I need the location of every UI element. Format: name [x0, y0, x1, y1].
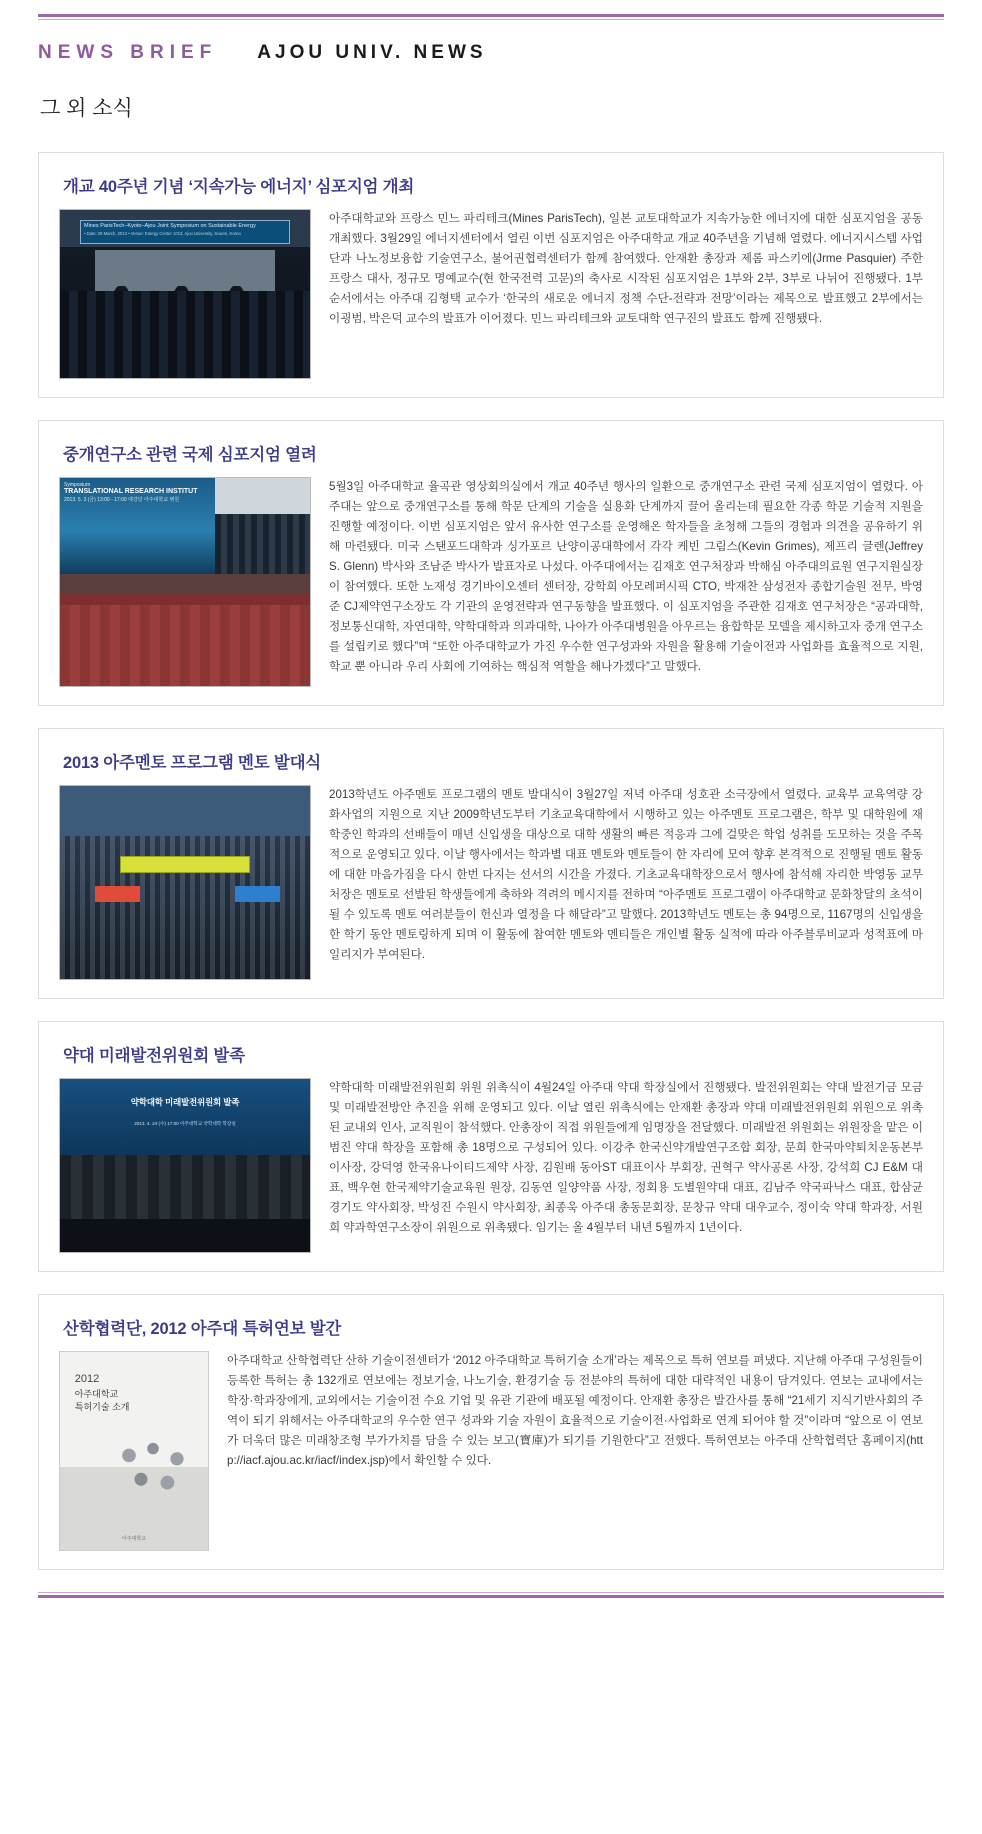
article-title: 중개연구소 관련 국제 심포지엄 열려	[63, 446, 317, 465]
pharmacy-committee-photo	[59, 1078, 311, 1253]
photo-caption-title: TRANSLATIONAL RESEARCH INSTITUT	[64, 488, 198, 496]
book-cover-year: 2012	[74, 1372, 100, 1385]
masthead-news-brief: NEWS BRIEF	[38, 42, 218, 63]
article-body: 아주대학교와 프랑스 민느 파리테크(Mines ParisTech), 일본 교토대학교가 지속가능한 에너지에 대한 심포지엄을 공동개최했다. 3월29일 에너지센터에서 열린 이번 심포지엄은 아주대학교 개교 40주년을 기념해 열렸다. 에너지시스템 사업단과 나노정보융합 기술연구소, 불어권협력센터가 함께 참여했다. 안재환 총장과 제롬 파스키에(Jrme Pasquier) 주한 프랑스 대사, 정규모 명예교수(현 한국전력 고문)의 축사로 시작된 심포지엄은 1부와 2부, 3부로 나뉘어 진행됐다. 1부 순서에서는 아주대 김형택 교수가 ‘한국의 새로운 에너지 정책 수단-전략과 전망’이라는 제목으로 발표했고 2부에서는 이굉범, 박은덕 교수의 발표가 이어졌다. 민느 파리테크와 교토대학 연구진의 발표도 함께 진행됐다.	[329, 212, 923, 325]
page-title: 그 외 소식	[40, 97, 133, 121]
photo-caption-symposium: Symposium	[64, 482, 91, 489]
article-card	[38, 152, 944, 398]
patent-book-cover	[59, 1351, 209, 1551]
newsletter-page	[0, 14, 982, 1630]
mentor-group-photo	[59, 785, 311, 980]
photo-caption-datetime: 2013. 4. 24 (수) 17:00 아주대학교 약학대학 학장실	[134, 1120, 236, 1126]
book-cover-line1: 아주대학교	[74, 1388, 119, 1399]
article-body: 약학대학 미래발전위원회 위원 위촉식이 4월24일 아주대 약대 학장실에서 진행됐다. 발전위원회는 약대 발전기금 모금 및 미래발전방안 추진을 위해 운영되고 있다. 이날 열린 위촉식에는 안재환 총장과 약대 미래발전위원회 위원으로 위촉된 교내외 인사, 교직원이 참석했다. 안총장이 직접 위원들에게 임명장을 전달했다. 미래발전 위원회는 위원장을 맡은 이범진 약대 학장을 포함해 총 18명으로 구성되어 있다. 이강추 한국신약개발연구조합 회장, 문희 한국마약퇴치운동본부 이사장, 강덕영 한국유나이티드제약 사장, 김원배 동아ST 대표이사 부회장, 권혁구 약사공론 사장, 강석희 CJ E&M 대표, 백우현 한국제약기술교육원 원장, 김동연 일양약품 사장, 정회용 도별원약대 대표, 김남주 약국파낙스 대표, 합삼균 경기도 약사회장, 박성진 수원시 약사회장, 최종욱 아주대 총동문회장, 문창규 약대 대우교수, 정이숙 약대 학과장, 서원희 약과학연구소장이 위원으로 위촉됐다. 임기는 올 4월부터 내년 5월까지 1년이다.	[329, 1081, 923, 1234]
article-body: 2013학년도 아주멘토 프로그램의 멘토 발대식이 3월27일 저녁 아주대 성호관 소극장에서 열렸다. 교육부 교육역량 강화사업의 지원으로 지난 2009학년도부터 기초교육대학에서 시행하고 있는 아주멘토 프로그램은, 학부 및 대학원에 재학중인 학과의 선배들이 매년 신입생을 대상으로 대학 생활의 빠른 적응과 그에 걸맞은 학업 성취를 도모하는 것을 주목적으로 운영되고 있다. 이날 행사에서는 학과별 대표 멘토와 멘토들이 한 자리에 모여 향후 본격적으로 진행될 멘토 활동에 대한 마음가짐을 다시 한번 다지는 선서의 시간을 가졌다. 기초교육대학장으로서 행사에 참석해 자리한 박영동 교무처장은 멘토로 선발된 학생들에게 축하와 격려의 메시지를 전하며 “아주멘토 프로그램이 아주대학교 문화창달의 초석이 될 수 있도록 멘토 여러분들이 헌신과 열정을 다 해달라”고 말했다. 2013학년도 멘토는 총 94명으로, 1167명의 신입생을 한 학기 동안 멘토링하게 되며 이 활동에 참여한 멘토와 멘티들은 개인별 활동 실적에 따라 아주블루비교과 성적표에 마일리지가 부여된다.	[329, 788, 923, 961]
photo-caption-title: 약학대학 미래발전위원회 발족	[130, 1097, 240, 1108]
masthead-univ-news: AJOU UNIV. NEWS	[257, 42, 487, 63]
masthead	[0, 20, 982, 64]
article-body: 아주대학교 산학협력단 산하 기술이전센터가 ‘2012 아주대학교 특허기술 소개’라는 제목으로 특허 연보를 펴냈다. 지난해 아주대 구성원들이 등록한 특허는 총 132개로 연보에는 정보기술, 나노기술, 환경기술 등 전분야의 특허에 대한 대략적인 내용이 담겨있다. 연보는 교내에서는 학장·학과장에게, 교외에서는 기술이전 수요 기업 및 유관 기관에 배포될 예정이다. 안재환 총장은 발간사를 통해 “21세기 지식기반사회의 주역이 되기 위해서는 아주대학교의 우수한 연구 성과와 기술 자원이 효율적으로 기술이전·사업화로 연계 되어야 할 것”이라며 “앞으로 이 연보가 더욱더 많은 미래창조형 부가가치를 담을 수 있는 보고(寶庫)가 되기를 기원한다”고 전했다. 특허연보는 아주대 산학협력단 홈페이지(http://iacf.ajou.ac.kr/iacf/index.jsp)에서 확인할 수 있다.	[227, 1354, 923, 1467]
photo-caption-line1: Mines ParisTech–Kyoto–Ajou Joint Symposium on Sustainable Energy	[84, 223, 256, 230]
book-cover-logo: 아주대학교	[121, 1536, 147, 1543]
translational-research-photo	[59, 477, 311, 687]
article-body: 5월3일 아주대학교 율곡관 영상회의실에서 개교 40주년 행사의 일환으로 중개연구소 관련 국제 심포지엄이 열렸다. 아주대는 앞으로 중개연구소를 통해 학문 단계의 기술을 실용화 단계까지 끌어 올리는데 필요한 각종 학문 기술적 지원을 진행할 예정이다. 이번 심포지엄은 앞서 유사한 연구소를 운영해온 학자들을 초청해 그들의 경험과 의견을 공유하기 위해 마련됐다. 미국 스탠포드대학과 싱가포르 난양이공대학에서 각각 케빈 그림스(Kevin Grimes), 제프리 글렌(Jeffrey S. Glenn) 박사와 조남준 박사가 발표자로 나섰다. 아주대에서는 김재호 연구처장과 박해심 아주대의료원 연구지원실장이 참여했다. 또한 노재성 경기바이오센터 센터장, 강학희 아모레퍼시픽 CTO, 박재찬 삼성전자 종합기술원 전무, 박영준 CJ제약연구소장도 각 기관의 운영전략과 연구동향을 발표했다. 이 심포지엄을 주관한 김재호 연구처장은 “공과대학, 정보통신대학, 자연대학, 약학대학과 의과대학, 나아가 아주대병원을 아우르는 융합학문 모델을 제시하고자 중개 연구소를 설립키로 했다”며 “또한 아주대학교가 가진 우수한 연구성과와 자원을 활용해 기술이전과 사업화를 효율적으로 지원, 학교 뿐 아니라 우리 사회에 기여하는 핵심적 역할을 해나가겠다”고 말했다.	[329, 480, 923, 673]
photo-caption-line2: • Date: 29 March, 2013 • Venue: Energy Center 1013, Ajou University, Suwon, Korea	[84, 231, 241, 237]
book-cover-line2: 특허기술 소개	[74, 1401, 130, 1412]
article-card	[38, 1021, 944, 1272]
bottom-accent-rule-thin	[38, 1592, 944, 1593]
symposium-photo	[59, 209, 311, 379]
article-title: 약대 미래발전위원회 발족	[63, 1047, 245, 1066]
article-card	[38, 728, 944, 999]
article-list	[0, 136, 982, 1570]
article-title: 산학협력단, 2012 아주대 특허연보 발간	[63, 1320, 342, 1339]
article-title: 2013 아주멘토 프로그램 멘토 발대식	[63, 754, 322, 773]
article-title: 개교 40주년 기념 ‘지속가능 에너지’ 심포지엄 개최	[63, 178, 415, 197]
bottom-accent-rule	[38, 1595, 944, 1598]
article-card	[38, 1294, 944, 1570]
article-card	[38, 420, 944, 706]
photo-caption-datetime: 2013. 5. 3 (금) 13:00 - 17:00 대강당 아주대학교 병원	[64, 496, 180, 503]
top-accent-rule	[38, 14, 944, 17]
